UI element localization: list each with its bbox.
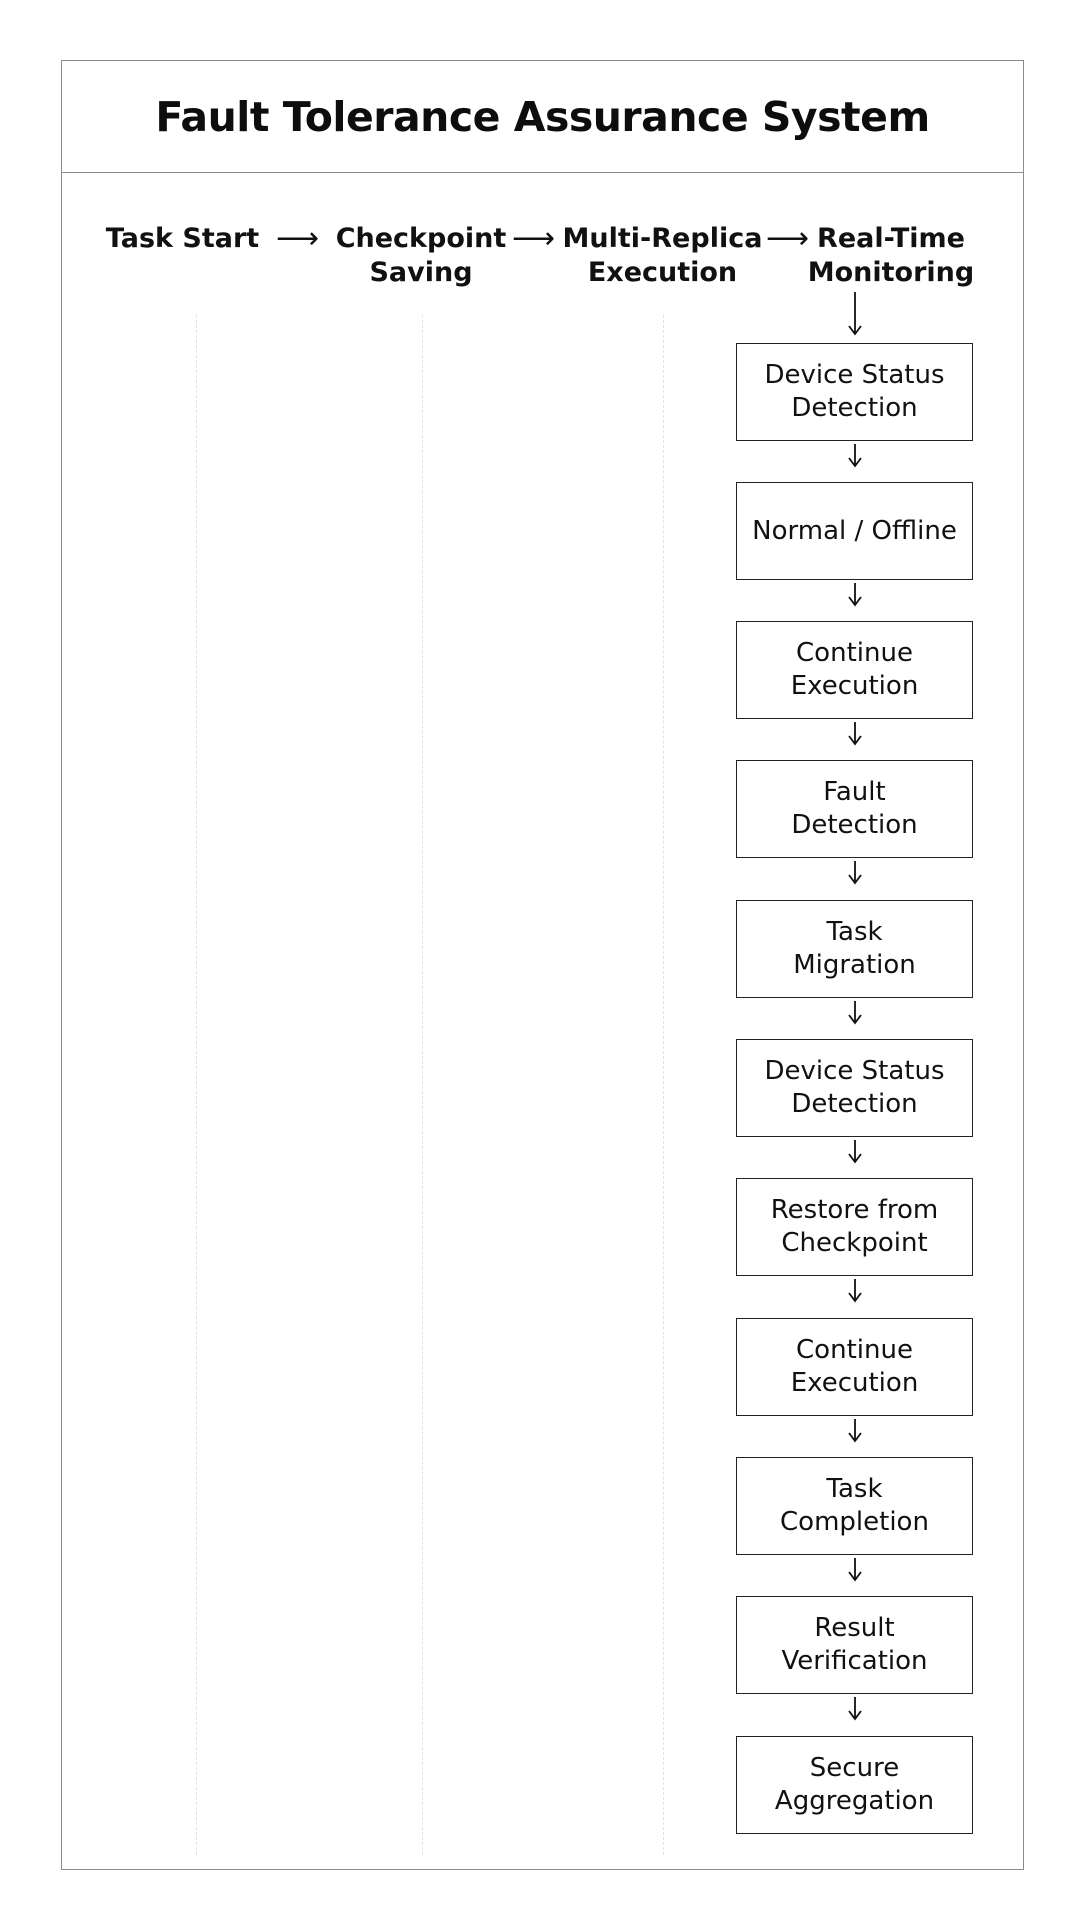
guide-line-task-start bbox=[196, 315, 197, 1855]
flow-step-restore-from-checkpoint: Restore from Checkpoint bbox=[736, 1178, 973, 1276]
down-arrow-icon bbox=[848, 1001, 862, 1025]
flow-step-task-migration: Task Migration bbox=[736, 900, 973, 998]
flow-step-normal-offline: Normal / Offline bbox=[736, 482, 973, 580]
down-arrow-icon bbox=[848, 1697, 862, 1721]
down-arrow-icon bbox=[848, 1279, 862, 1303]
right-arrow-icon: ⟶ bbox=[276, 221, 320, 256]
stage-real-time-monitoring: Real-Time Monitoring bbox=[807, 223, 975, 288]
right-arrow-icon: ⟶ bbox=[512, 221, 556, 256]
down-arrow-icon bbox=[848, 722, 862, 746]
down-arrow-icon bbox=[848, 1140, 862, 1164]
page-title: Fault Tolerance Assurance System bbox=[155, 92, 930, 141]
down-arrow-icon bbox=[848, 444, 862, 468]
guide-line-multi-replica bbox=[663, 315, 664, 1855]
down-arrow-icon bbox=[848, 1419, 862, 1443]
down-arrow-icon bbox=[848, 292, 862, 336]
down-arrow-icon bbox=[848, 583, 862, 607]
flow-step-fault-detection: Fault Detection bbox=[736, 760, 973, 858]
guide-line-checkpoint bbox=[422, 315, 423, 1855]
stage-checkpoint-saving: Checkpoint Saving bbox=[335, 223, 507, 288]
stage-task-start: Task Start bbox=[105, 223, 260, 254]
down-arrow-icon bbox=[848, 861, 862, 885]
flow-step-continue-execution-2: Continue Execution bbox=[736, 1318, 973, 1416]
flow-step-device-status-detection: Device Status Detection bbox=[736, 343, 973, 441]
right-arrow-icon: ⟶ bbox=[766, 221, 810, 256]
down-arrow-icon bbox=[848, 1558, 862, 1582]
flow-step-device-status-detection-2: Device Status Detection bbox=[736, 1039, 973, 1137]
header bbox=[62, 61, 1023, 173]
stage-multi-replica-execution: Multi-Replica Execution bbox=[562, 223, 763, 288]
flow-step-continue-execution: Continue Execution bbox=[736, 621, 973, 719]
flow-step-secure-aggregation: Secure Aggregation bbox=[736, 1736, 973, 1834]
flow-step-task-completion: Task Completion bbox=[736, 1457, 973, 1555]
flow-step-result-verification: Result Verification bbox=[736, 1596, 973, 1694]
